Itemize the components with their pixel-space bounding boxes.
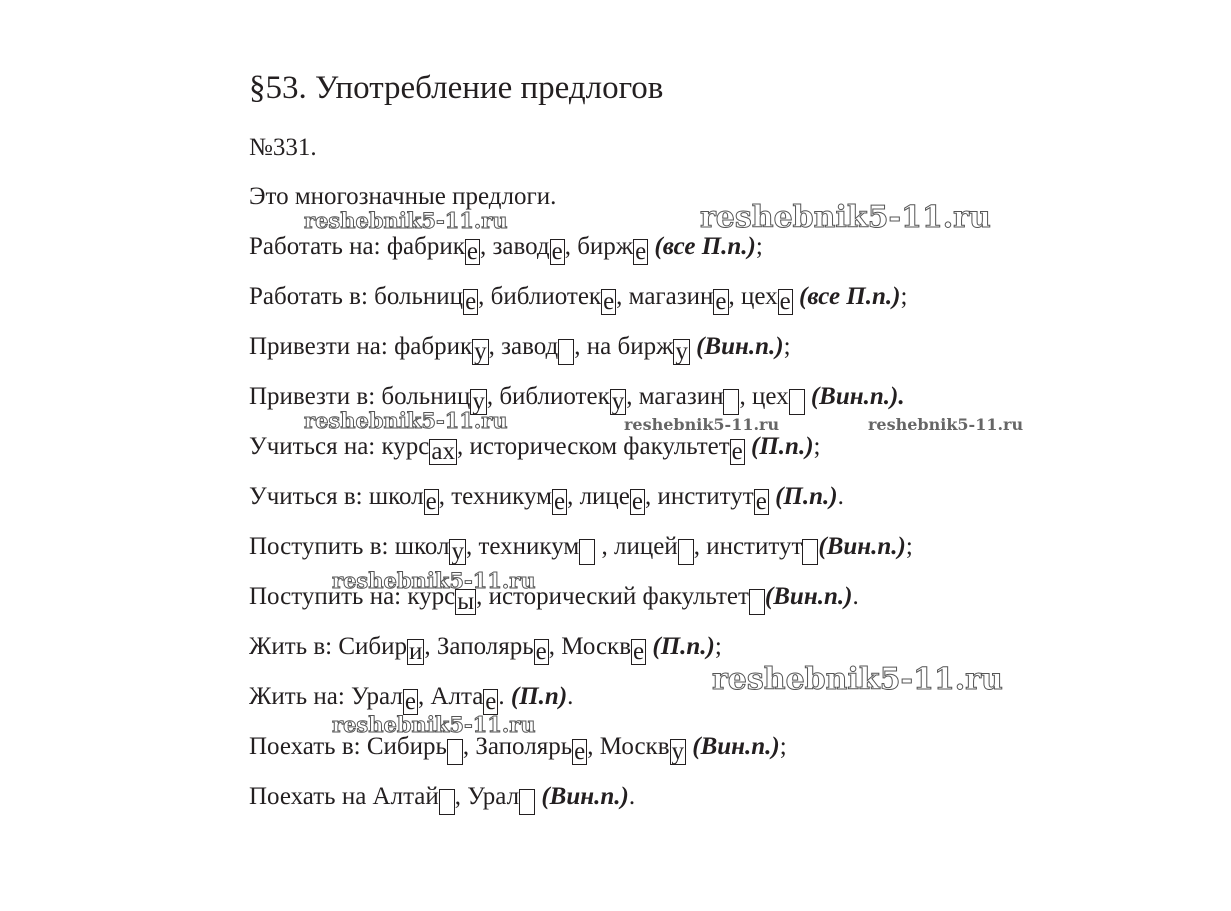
ending-box: е — [551, 238, 563, 265]
ending-box: е — [731, 438, 743, 465]
case-label: (Вин.п.). — [810, 383, 905, 410]
site-watermark: reshebnik5-11.ru — [332, 568, 536, 593]
ending-box: е — [535, 638, 547, 665]
line-text: Работать в: больниц — [249, 283, 464, 310]
line-text: Учиться в: школ — [249, 483, 424, 510]
line-text: ; — [779, 733, 787, 760]
ending-box: у — [472, 388, 485, 415]
ending-box: е — [404, 688, 416, 715]
empty-ending-box — [723, 389, 739, 415]
ending-box: и — [409, 638, 423, 665]
ending-box: у — [675, 338, 688, 365]
ending-box: е — [466, 238, 478, 265]
line-text: Поступить на: курс — [249, 583, 456, 610]
answer-line — [249, 680, 573, 715]
ending-box: е — [425, 488, 437, 515]
line-text: , магазин — [626, 383, 724, 410]
line-text: . — [837, 483, 844, 510]
line-text: Учиться на: курс — [249, 433, 430, 460]
answer-line — [249, 630, 722, 665]
line-text: , Заполярь — [424, 633, 534, 660]
site-watermark: reshebnik5-11.ru — [624, 415, 780, 434]
line-text: Жить на: Урал — [249, 683, 403, 710]
line-text: , Москв — [548, 633, 632, 660]
line-text: Работать на: фабрик — [249, 233, 465, 260]
line-text: . — [628, 783, 636, 810]
ending-box: е — [755, 488, 767, 515]
ending-box: е — [465, 288, 477, 315]
case-label: (Вин.п.) — [541, 783, 629, 810]
ending-box: е — [574, 738, 586, 765]
site-watermark: reshebnik5-11.ru — [304, 408, 508, 433]
line-text: ; — [755, 233, 763, 260]
line-text: , на бирж — [574, 333, 674, 360]
line-text: , Заполярь — [462, 733, 573, 760]
case-label: (П.п.) — [751, 433, 814, 460]
line-text: . — [498, 683, 511, 710]
line-text: ; — [783, 333, 791, 360]
line-text: , Урал — [454, 783, 520, 810]
empty-ending-box — [789, 389, 805, 415]
empty-ending-box — [579, 539, 595, 565]
empty-ending-box — [802, 539, 818, 565]
ending-box: е — [633, 638, 645, 665]
line-text: , Москв — [587, 733, 670, 760]
ending-box: у — [611, 388, 625, 415]
case-label: (П.п.) — [652, 633, 715, 660]
site-watermark: reshebnik5-11.ru — [304, 208, 508, 233]
empty-ending-box — [519, 789, 535, 815]
line-text: Привезти в: больниц — [249, 383, 471, 410]
ending-box: е — [635, 238, 647, 265]
line-text: , цех — [728, 283, 778, 310]
line-text: , библиотек — [478, 283, 602, 310]
answer-line — [249, 430, 820, 465]
line-text: ; — [813, 433, 821, 460]
case-label: (Вин.п.) — [818, 533, 906, 560]
ending-box: у — [671, 738, 684, 765]
line-text: , институт — [645, 483, 754, 510]
line-text: , завод — [488, 333, 559, 360]
line-text: ; — [900, 283, 908, 310]
ending-box: е — [553, 488, 566, 515]
line-text: , завод — [479, 233, 550, 260]
empty-ending-box — [749, 589, 765, 615]
empty-ending-box — [558, 339, 574, 365]
line-text: ; — [905, 533, 913, 560]
exercise-number: №331. — [249, 134, 317, 161]
answer-line — [249, 530, 913, 565]
ending-box: е — [485, 688, 497, 715]
answer-line — [249, 380, 905, 415]
ending-box: е — [779, 288, 791, 315]
ending-box: е — [631, 488, 644, 515]
line-text: , историческом факультет — [457, 433, 730, 460]
case-label: (Вин.п.) — [696, 333, 784, 360]
line-text: Поехать в: Сибирь — [249, 733, 447, 760]
ending-box: е — [603, 288, 615, 315]
ending-box: ы — [457, 588, 475, 615]
case-label: (Вин.п.) — [764, 583, 853, 610]
answer-line — [249, 780, 635, 815]
site-watermark: reshebnik5-11.ru — [712, 662, 1003, 697]
ending-box: ах — [431, 438, 455, 465]
line-text: , институт — [693, 533, 803, 560]
case-label: (все П.п.) — [799, 283, 901, 310]
line-text: . — [567, 683, 574, 710]
line-text: , цех — [739, 383, 789, 410]
site-watermark: reshebnik5-11.ru — [332, 712, 536, 737]
line-text: Поступить в: школ — [249, 533, 450, 560]
line-text: , лице — [567, 483, 630, 510]
case-label: (П.п.) — [775, 483, 838, 510]
line-text: , Алта — [417, 683, 484, 710]
line-text: , магазин — [616, 283, 714, 310]
line-text: , библиотек — [486, 383, 610, 410]
line-text: Поехать на Алтай — [249, 783, 439, 810]
line-text: ; — [714, 633, 722, 660]
line-text: , техникум — [465, 533, 580, 560]
ending-box: у — [474, 338, 487, 365]
ending-box: у — [451, 538, 464, 565]
answer-line — [249, 330, 791, 365]
line-text: , лицей — [595, 533, 678, 560]
line-text: Привезти на: фабрик — [249, 333, 473, 360]
empty-ending-box — [447, 739, 463, 765]
answer-line — [249, 280, 907, 315]
case-label: (П.п) — [510, 683, 568, 710]
answer-line — [249, 730, 787, 765]
answer-line — [249, 230, 763, 265]
line-text: . — [852, 583, 859, 610]
intro-text: Это многозначные предлоги. — [249, 183, 557, 210]
line-text: , исторический факультет — [476, 583, 749, 610]
section-title: §53. Употребление предлогов — [249, 70, 664, 106]
site-watermark: reshebnik5-11.ru — [700, 200, 991, 235]
ending-box: е — [715, 288, 727, 315]
empty-ending-box — [439, 789, 455, 815]
line-text: , бирж — [564, 233, 634, 260]
case-label: (Вин.п.) — [692, 733, 780, 760]
site-watermark: reshebnik5-11.ru — [868, 415, 1024, 434]
answer-line — [249, 580, 859, 615]
line-text: , техникум — [438, 483, 552, 510]
answer-line — [249, 480, 844, 515]
line-text: Жить в: Сибир — [249, 633, 408, 660]
case-label: (все П.п.) — [654, 233, 756, 260]
empty-ending-box — [678, 539, 694, 565]
